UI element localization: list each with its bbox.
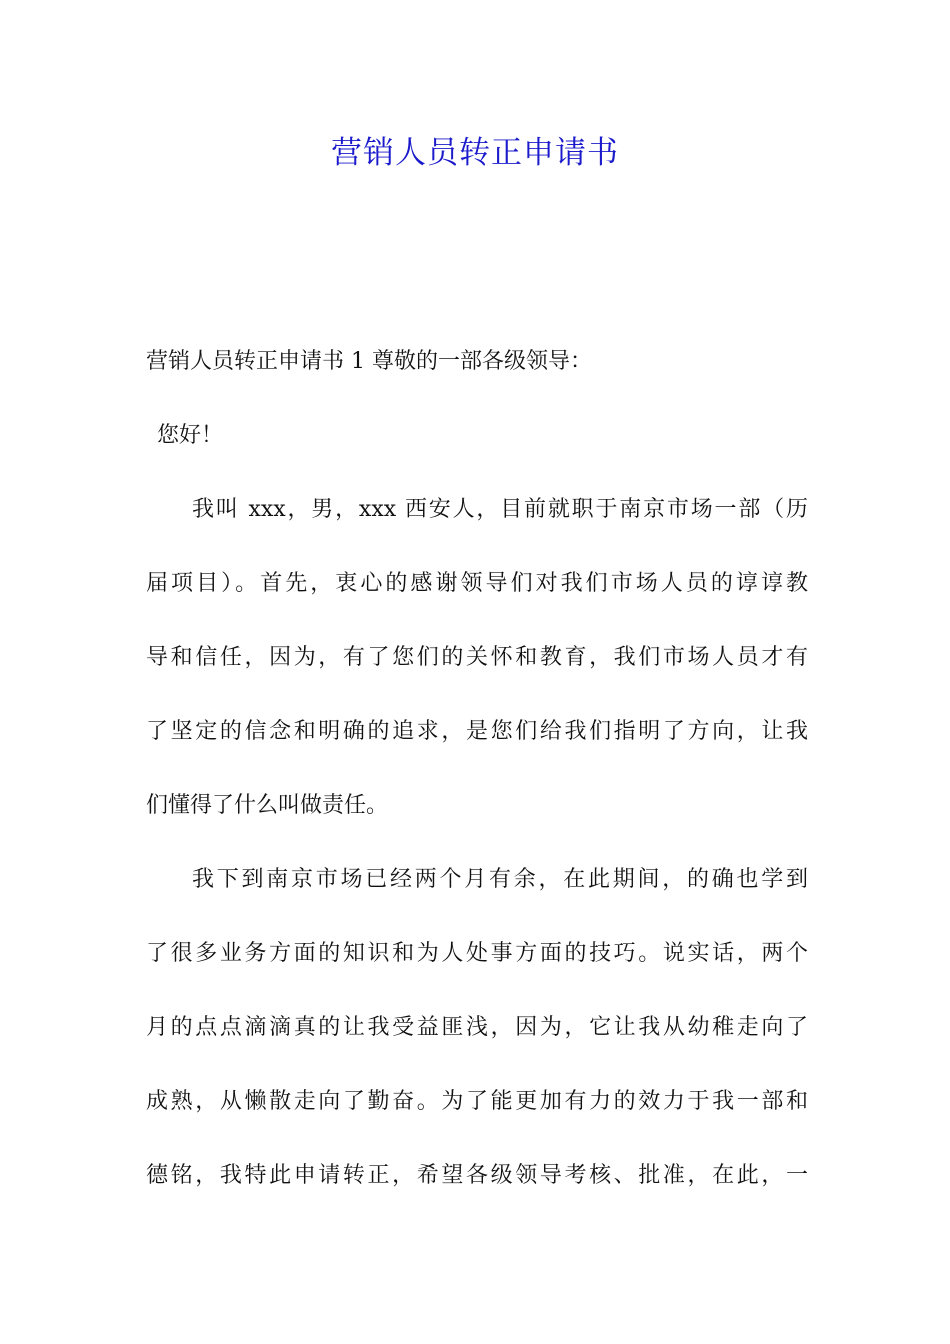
paragraph-1-line-3: 导和信任，因为，有了您们的关怀和教育，我们市场人员才有 bbox=[146, 645, 808, 670]
paragraph-2-line-2: 了很多业务方面的知识和为人处事方面的技巧。说实话，两个 bbox=[146, 941, 808, 966]
paragraph-2-line-4: 成熟，从懒散走向了勤奋。为了能更加有力的效力于我一部和 bbox=[146, 1089, 808, 1114]
paragraph-1-line-5: 们懂得了什么叫做责任。 bbox=[146, 793, 389, 818]
paragraph-2-line-3: 月的点点滴滴真的让我受益匪浅，因为，它让我从幼稚走向了 bbox=[146, 1015, 808, 1040]
document-title: 营销人员转正申请书 bbox=[331, 135, 619, 171]
salutation-line: 营销人员转正申请书 1 尊敬的一部各级领导： bbox=[146, 349, 592, 374]
paragraph-2-line-1: 我下到南京市场已经两个月有余，在此期间，的确也学到 bbox=[192, 867, 808, 892]
greeting-line: 您好！ bbox=[157, 423, 224, 448]
paragraph-2-line-5: 德铭，我特此申请转正，希望各级领导考核、批准，在此，一 bbox=[146, 1163, 808, 1188]
document-body bbox=[146, 340, 808, 1228]
paragraph-1-line-1: 我叫 xxx，男，xxx 西安人，目前就职于南京市场一部（历 bbox=[192, 497, 808, 522]
paragraph-1-line-4: 了坚定的信念和明确的追求，是您们给我们指明了方向，让我 bbox=[146, 719, 808, 744]
paragraph-1-line-2: 届项目）。首先，衷心的感谢领导们对我们市场人员的谆谆教 bbox=[146, 571, 808, 596]
